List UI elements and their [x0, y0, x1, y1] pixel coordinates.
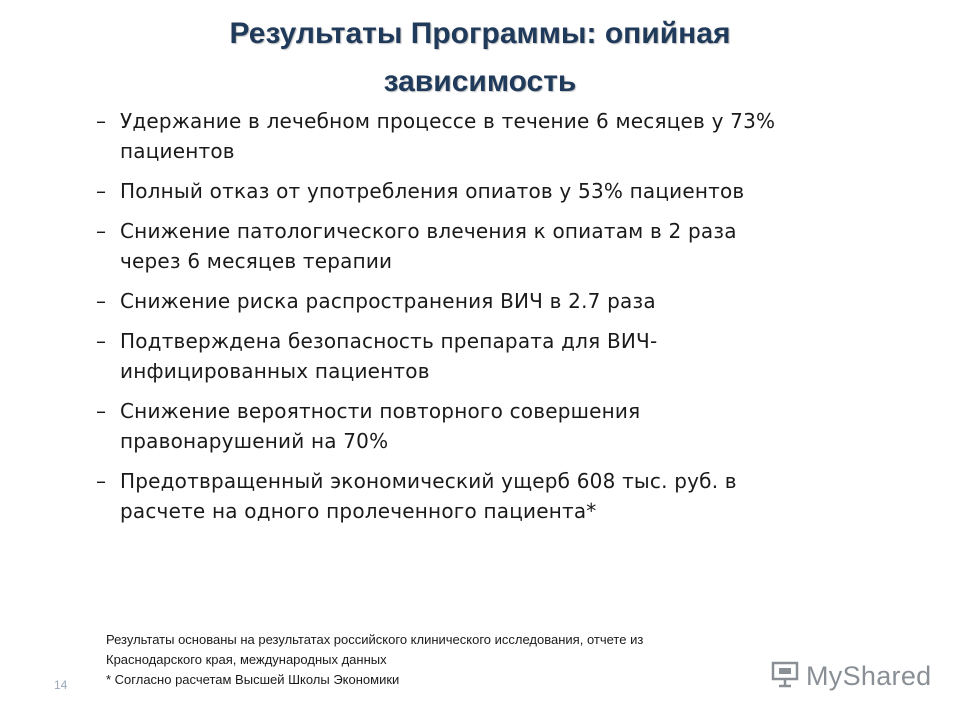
slide-title [120, 10, 840, 106]
bullet-text-line-1: Подтверждена безопасность препарата для ВИЧ- [120, 329, 658, 353]
watermark-text: MyShared [806, 660, 932, 691]
bullet-text-line-2: пациентов [120, 139, 235, 163]
bullet-item [96, 106, 876, 166]
bullet-text-line-2: правонарушений на 70% [120, 429, 389, 453]
bullet-text-line-2: расчете на одного пролеченного пациента* [120, 499, 597, 523]
bullet-text-line-2: через 6 месяцев терапии [120, 249, 393, 273]
footnote-line-2: Краснодарского края, международных данных [106, 652, 387, 667]
bullet-dash: – [96, 219, 107, 243]
bullet-dash: – [96, 329, 107, 353]
bullet-dash: – [96, 399, 107, 423]
bullet-text-line-1: Снижение вероятности повторного совершения [120, 399, 641, 423]
bullet-text-line-1: Снижение риска распространения ВИЧ в 2.7 раза [120, 289, 656, 313]
bullet-item [96, 286, 876, 316]
bullet-dash: – [96, 469, 107, 493]
slide-title-line-1: Результаты Программы: опийная [229, 17, 731, 50]
bullet-item [96, 396, 876, 456]
footnote-line-3: * Согласно расчетам Высшей Школы Экономики [106, 672, 400, 687]
bullet-text-line-2: инфицированных пациентов [120, 359, 430, 383]
bullet-item [96, 216, 876, 276]
page-number: 14 [54, 678, 68, 692]
bullet-text-line-1: Снижение патологического влечения к опиатам в 2 раза [120, 219, 737, 243]
presentation-board-icon [770, 659, 800, 693]
bullet-item [96, 176, 876, 206]
bullet-text-line-1: Полный отказ от употребления опиатов у 53% пациентов [120, 179, 745, 203]
bullet-item [96, 466, 876, 526]
bullet-dash: – [96, 109, 107, 133]
footnote [106, 630, 846, 690]
bullet-item [96, 326, 876, 386]
footnote-line-1: Результаты основаны на результатах российского клинического исследования, отчете из [106, 632, 644, 647]
bullet-text-line-1: Предотвращенный экономический ущерб 608 тыс. руб. в [120, 469, 737, 493]
myshared-watermark [770, 656, 931, 696]
bullet-dash: – [96, 289, 107, 313]
results-bullet-list [96, 106, 876, 536]
bullet-dash: – [96, 179, 107, 203]
slide-title-line-2: зависимость [383, 65, 577, 98]
bullet-text-line-1: Удержание в лечебном процессе в течение 6 месяцев у 73% [120, 109, 776, 133]
